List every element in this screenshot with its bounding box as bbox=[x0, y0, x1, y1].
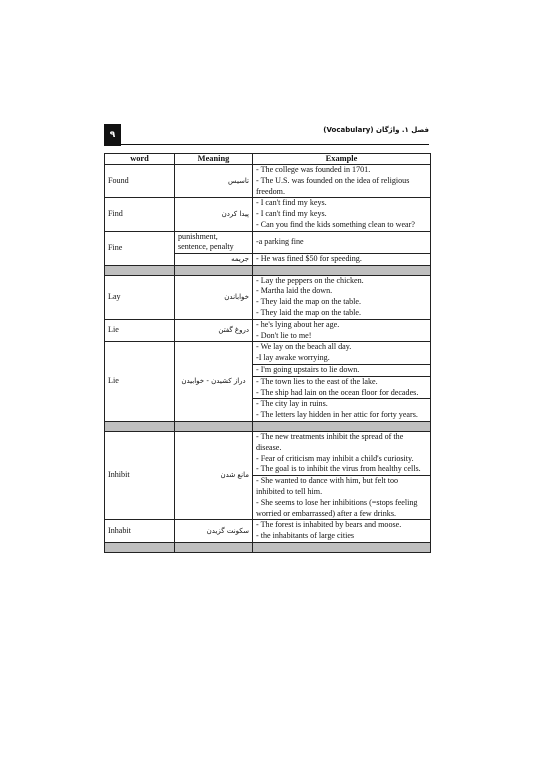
example-line: - the inhabitants of large cities bbox=[256, 531, 355, 541]
example-cell bbox=[253, 165, 431, 198]
header-rule bbox=[121, 144, 429, 145]
example-cell bbox=[253, 231, 431, 253]
example-line: - The forest is inhabited by bears and moose. bbox=[256, 520, 402, 530]
example-line: - I can't find my keys. bbox=[256, 209, 327, 219]
example-line: - Can you find the kids something clean to wear? bbox=[256, 219, 415, 229]
example-line: - They laid the map on the table. bbox=[256, 297, 362, 307]
example-line: -a parking fine bbox=[256, 236, 304, 246]
example-line: - The letters lay hidden in her attic for forty years. bbox=[256, 410, 418, 420]
vocabulary-table bbox=[104, 153, 431, 553]
example-cell bbox=[253, 198, 431, 231]
separator-row bbox=[105, 542, 431, 552]
example-line: - Lay the peppers on the chicken. bbox=[256, 275, 364, 285]
example-line: - The U.S. was founded on the idea of religious freedom. bbox=[256, 175, 410, 196]
example-cell bbox=[253, 364, 431, 376]
meaning-cell: دراز کشیدن - خوابیدن bbox=[175, 342, 253, 422]
table-header-row bbox=[105, 154, 431, 165]
example-cell bbox=[253, 476, 431, 520]
table-row bbox=[105, 342, 431, 365]
example-cell bbox=[253, 253, 431, 265]
example-line: - She seems to lose her inhibitions (=stops feeling worried or embarrassed) after a few drinks. bbox=[256, 497, 418, 518]
example-cell bbox=[253, 520, 431, 543]
example-line: - I can't find my keys. bbox=[256, 198, 327, 208]
word-cell: Inhabit bbox=[105, 520, 175, 543]
example-line: - He was fined $50 for speeding. bbox=[256, 253, 362, 263]
example-line: - The city lay in ruins. bbox=[256, 399, 328, 409]
page-number: ۹ bbox=[104, 124, 121, 146]
example-line: - Martha laid the down. bbox=[256, 286, 333, 296]
word-cell: Lie bbox=[105, 342, 175, 422]
meaning-cell: دروغ گفتن bbox=[175, 319, 253, 342]
example-cell bbox=[253, 399, 431, 422]
word-cell: Find bbox=[105, 198, 175, 231]
meaning-cell: سکونت گزیدن bbox=[175, 520, 253, 543]
example-line: - We lay on the beach all day. bbox=[256, 342, 352, 352]
separator-row bbox=[105, 265, 431, 275]
word-cell: Lie bbox=[105, 319, 175, 342]
example-line: - The goal is to inhibit the virus from healthy cells. bbox=[256, 464, 421, 474]
table-row bbox=[105, 198, 431, 231]
example-line: - The town lies to the east of the lake. bbox=[256, 376, 378, 386]
example-line: - She wanted to dance with him, but felt too inhibited to tell him. bbox=[256, 476, 399, 496]
table-row bbox=[105, 275, 431, 319]
example-cell bbox=[253, 342, 431, 365]
word-cell: Inhibit bbox=[105, 431, 175, 519]
example-cell bbox=[253, 431, 431, 475]
example-line: - Don't lie to me! bbox=[256, 330, 312, 340]
meaning-cell: جریمه bbox=[175, 253, 253, 265]
header-example: Example bbox=[253, 154, 431, 165]
example-cell bbox=[253, 319, 431, 342]
word-cell: Fine bbox=[105, 231, 175, 265]
example-line: -I lay awake worrying. bbox=[256, 353, 330, 363]
chapter-title: فصل ۱. واژگان (Vocabulary) bbox=[323, 126, 429, 134]
header-word: word bbox=[105, 154, 175, 165]
table-row bbox=[105, 431, 431, 475]
table-row bbox=[105, 319, 431, 342]
example-line: - I'm going upstairs to lie down. bbox=[256, 364, 360, 374]
example-line: - The new treatments inhibit the spread of the disease. bbox=[256, 431, 404, 452]
example-line: - Fear of criticism may inhibit a child's curiosity. bbox=[256, 453, 414, 463]
example-cell bbox=[253, 275, 431, 319]
meaning-cell: punishment, sentence, penalty bbox=[175, 231, 253, 253]
meaning-cell: تاسیس bbox=[175, 165, 253, 198]
example-line: - The college was founded in 1701. bbox=[256, 165, 371, 174]
table-row bbox=[105, 231, 431, 253]
table-row bbox=[105, 520, 431, 543]
page-header bbox=[104, 124, 429, 146]
separator-row bbox=[105, 421, 431, 431]
example-line: - he's lying about her age. bbox=[256, 319, 340, 329]
meaning-cell: خواباندن bbox=[175, 275, 253, 319]
word-cell: Lay bbox=[105, 275, 175, 319]
word-cell: Found bbox=[105, 165, 175, 198]
header-meaning: Meaning bbox=[175, 154, 253, 165]
table-row bbox=[105, 165, 431, 198]
example-line: - The ship had lain on the ocean floor for decades. bbox=[256, 387, 419, 397]
meaning-cell: پیدا کردن bbox=[175, 198, 253, 231]
example-line: - They laid the map on the table. bbox=[256, 307, 362, 317]
meaning-cell: مانع شدن bbox=[175, 431, 253, 519]
example-cell bbox=[253, 376, 431, 399]
